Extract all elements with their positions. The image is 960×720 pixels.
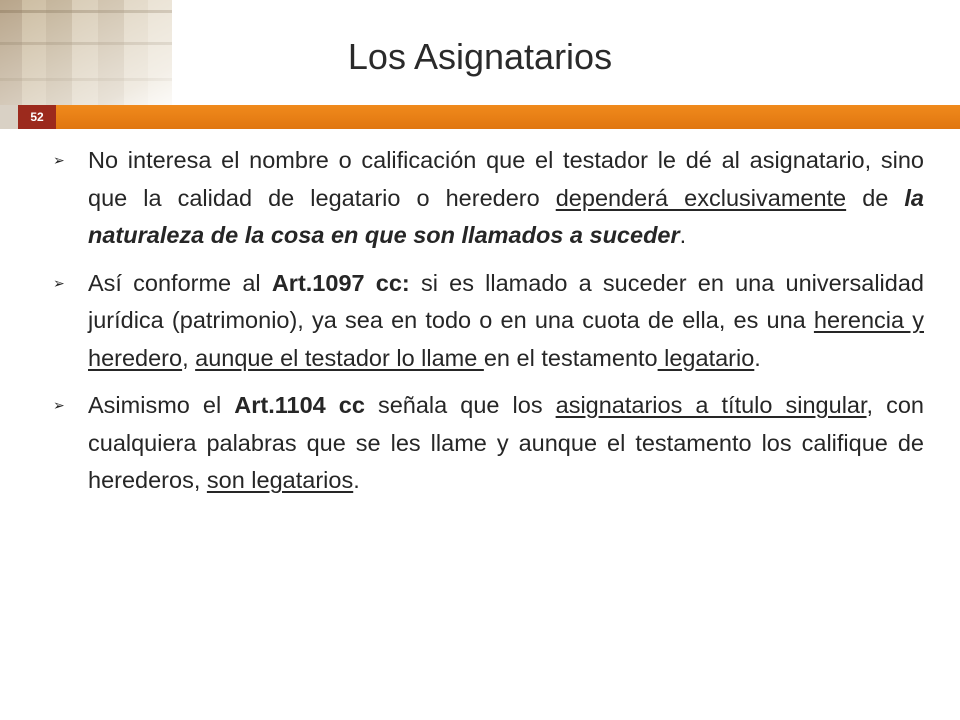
arrowhead-bullet-icon: ➢	[53, 152, 65, 168]
bullet-3-text: , con cualquiera palabras que se les llame y aunque el testamento los califique de herederos,	[88, 392, 925, 493]
bullet-1-text: .	[679, 222, 687, 248]
bullet-2-underline: legatario	[657, 344, 755, 371]
bullet-list	[50, 142, 924, 510]
bullet-1-text: de	[846, 184, 905, 211]
bullet-item-3	[50, 387, 924, 500]
bullet-2-text: en el testamento	[483, 344, 658, 371]
bullet-3-article: Art.1104 cc	[234, 392, 365, 418]
bullet-3-text: Asimismo el	[88, 392, 235, 418]
bullet-2-article: Art.1097 cc:	[271, 269, 410, 296]
bullet-3-underline: son legatarios	[206, 467, 354, 493]
bullet-2-text: si es llamado a suceder en una universalidad jurídica (patrimonio), ya sea en todo o en una cuota de ella, es una	[88, 269, 924, 333]
bullet-1-text: No interesa el nombre o calificación que el testador le dé al asignatario, sino que la calidad de legatario o heredero	[88, 147, 924, 211]
slide-number-badge: 52	[18, 105, 56, 129]
bullet-2-underline: herencia y heredero	[88, 307, 924, 371]
header-bar	[0, 105, 960, 129]
bullet-item-2	[50, 265, 924, 378]
arrowhead-bullet-icon: ➢	[53, 274, 65, 291]
bullet-2-underline: aunque el testador lo llame	[195, 344, 484, 371]
header-bar-left	[0, 105, 18, 129]
bullet-2-text: ,	[182, 344, 196, 371]
bullet-3-text: señala que los	[364, 392, 556, 418]
arrowhead-bullet-icon: ➢	[53, 397, 65, 413]
bullet-item-1	[50, 142, 924, 255]
slide-title: Los Asignatarios	[347, 36, 613, 77]
bullet-3-text: .	[353, 467, 360, 493]
accent-bar	[56, 105, 960, 129]
bullet-1-underline: dependerá exclusivamente	[555, 184, 847, 211]
bullet-3-underline: asignatarios a título singular	[555, 392, 867, 418]
bullet-2-text: .	[754, 344, 761, 371]
bullet-2-text: Así conforme al	[88, 269, 272, 296]
bullet-1-emphasis: la naturaleza de la cosa en que son llamados a suceder	[88, 184, 924, 248]
